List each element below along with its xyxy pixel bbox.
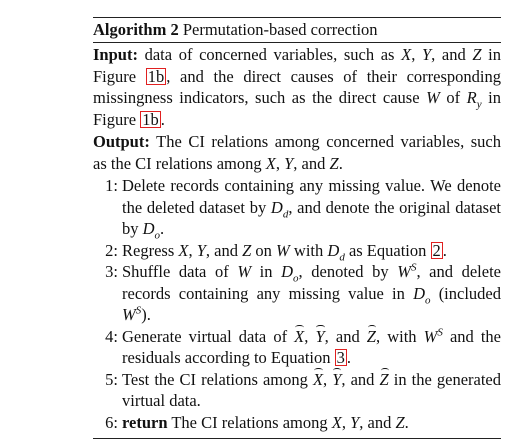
sep: , and — [205, 240, 243, 260]
var-r-subscript: y — [476, 98, 482, 111]
var-y: Y — [196, 240, 206, 260]
step-text: in the generated virtual data. — [122, 369, 501, 410]
subscript: o — [293, 272, 299, 285]
var-y: Y — [284, 153, 294, 173]
step-text: (included — [430, 283, 501, 303]
figure-ref-link[interactable]: 1b — [147, 66, 165, 86]
var-y-hat: Y — [315, 326, 325, 346]
bottom-rule — [93, 438, 501, 439]
output-text: The CI relations among concerned variables, such as the CI relations among — [93, 132, 502, 173]
superscript: S — [410, 261, 417, 274]
input-label: Input: — [93, 45, 138, 64]
superscript: S — [437, 326, 443, 338]
sep: , — [411, 45, 422, 64]
return-keyword: return — [122, 412, 168, 432]
step-number: 4: — [105, 326, 118, 346]
figure-ref-link[interactable]: 1b — [142, 109, 159, 129]
step-text: in — [251, 262, 282, 281]
var-r: R — [466, 88, 477, 107]
var-x-hat: X — [294, 326, 305, 346]
step-text: Test the CI relations among — [122, 369, 313, 389]
var-y: Y — [350, 412, 360, 432]
input-text: in Figure — [93, 88, 501, 129]
algorithm-label: Algorithm 2 — [93, 20, 179, 39]
output-text: . — [338, 153, 343, 173]
sep: , and — [324, 326, 367, 346]
step-number: 2: — [105, 240, 118, 260]
var-z-hat: Z — [366, 326, 376, 346]
input-text: . — [160, 109, 165, 129]
var-z-hat: Z — [379, 369, 389, 389]
step-1 — [93, 175, 501, 240]
var-w: W — [397, 262, 411, 281]
step-text: Regress — [122, 240, 179, 260]
var-z: Z — [472, 45, 482, 64]
sep: , — [304, 326, 316, 346]
var-z: Z — [329, 153, 339, 173]
step-text: , with — [375, 326, 424, 346]
sep: , and — [341, 369, 380, 389]
var-z: Z — [395, 412, 405, 432]
step-text: . — [346, 348, 351, 367]
var-x: X — [331, 412, 342, 432]
var-y: Y — [421, 45, 432, 64]
step-text: Generate virtual data of — [122, 326, 295, 346]
step-number: 3: — [105, 262, 118, 281]
var-w: W — [423, 326, 438, 346]
var-x: X — [178, 240, 189, 260]
var-z: Z — [242, 240, 252, 260]
algorithm-title: Permutation-based correction — [182, 20, 378, 39]
step-number: 1: — [105, 176, 118, 195]
sep: , — [188, 240, 197, 260]
var-d: D — [270, 197, 283, 217]
equation-ref-link[interactable]: 2 — [432, 240, 441, 260]
step-text: and the residuals according to Equation — [122, 326, 502, 367]
var-d: D — [142, 219, 155, 238]
var-d: D — [413, 283, 425, 303]
var-y-hat: Y — [332, 369, 342, 389]
step-text: as Equation — [344, 240, 431, 260]
subscript: d — [282, 207, 289, 220]
step-2 — [93, 240, 501, 262]
step-number: 6: — [105, 412, 118, 432]
output-block — [93, 130, 501, 174]
var-w: W — [237, 262, 252, 281]
sep: , and — [359, 412, 396, 432]
step-text: ). — [141, 305, 151, 324]
step-text: on — [251, 240, 277, 260]
step-text: Shuffle data of — [122, 262, 238, 281]
step-text: , and delete records containing any missing value in — [122, 262, 501, 303]
step-4 — [93, 326, 501, 369]
step-3 — [93, 261, 501, 326]
step-text: Delete records containing any missing value. We denote the deleted dataset by — [122, 176, 501, 217]
equation-ref-link[interactable]: 3 — [336, 348, 345, 367]
input-text: data of concerned variables, such as — [144, 45, 402, 64]
step-text: , and denote the original dataset by — [122, 197, 502, 238]
var-w: W — [122, 305, 136, 324]
sep: , and — [431, 45, 473, 64]
input-block — [93, 43, 501, 130]
var-d: D — [327, 240, 340, 260]
step-text: The CI relations among — [167, 412, 332, 432]
subscript: o — [154, 229, 161, 242]
var-w: W — [276, 240, 290, 260]
step-text: . — [160, 219, 165, 238]
superscript: S — [135, 304, 142, 317]
sep: , — [275, 153, 285, 173]
input-text: of — [439, 88, 467, 107]
step-text: . — [404, 412, 409, 432]
output-label: Output: — [93, 132, 150, 151]
subscript: o — [425, 293, 431, 306]
step-number: 5: — [105, 369, 118, 389]
sep: , and — [293, 153, 330, 173]
subscript: d — [339, 250, 345, 263]
step-text: . — [442, 240, 447, 260]
sep: , — [323, 369, 333, 389]
step-text: , denoted by — [298, 262, 398, 281]
sep: , — [341, 412, 351, 432]
algorithm-steps — [93, 175, 501, 433]
var-x: X — [265, 153, 276, 173]
algorithm-box — [93, 17, 501, 439]
var-x: X — [401, 45, 412, 64]
var-x-hat: X — [312, 369, 324, 389]
var-w: W — [426, 88, 440, 107]
input-text: in Figure — [93, 45, 502, 86]
step-5 — [93, 369, 501, 412]
algorithm-caption — [93, 18, 501, 42]
input-text: , and the direct causes of their corresponding missingness indicators, such as the direct cause — [93, 66, 501, 107]
step-text: with — [289, 240, 328, 260]
var-d: D — [281, 262, 294, 281]
step-6 — [93, 412, 501, 434]
